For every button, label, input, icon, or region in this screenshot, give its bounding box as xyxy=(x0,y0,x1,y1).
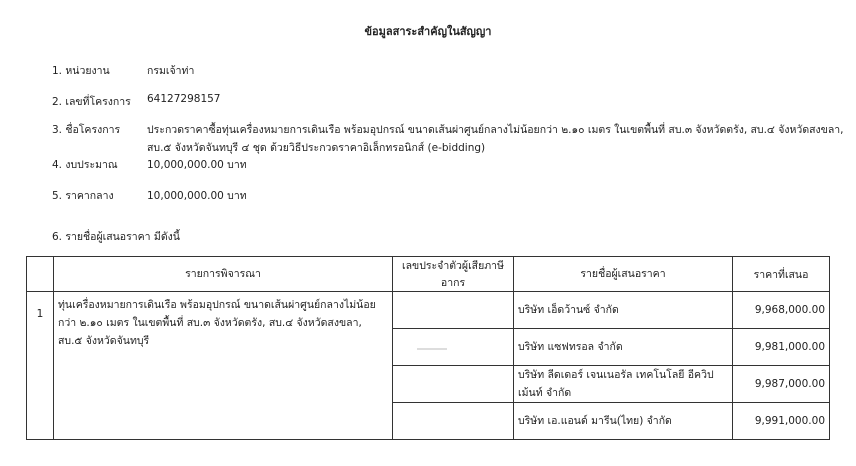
column-header-item: รายการพิจารณา xyxy=(54,257,393,292)
column-header-price: ราคาที่เสนอ xyxy=(733,257,830,292)
field-value: ประกวดราคาซื้อทุ่นเครื่องหมายการเดินเรือ พร้อมอุปกรณ์ ขนาดเส้นผ่าศูนย์กลางไม่น้อยกว่า ๒.๑๐ เมตร ในเขตพื้นที่ สบ.๓ จังหวัดตรัง, สบ.๔ จังหวัดสงขลา, สบ.๕ จังหวัดจันทบุรี ๔ ชุด ด้วยวิธีประกวดราคาอิเล็กทรอนิกส์ (e-bidding) xyxy=(147,124,844,154)
item-description: ทุ่นเครื่องหมายการเดินเรือ พร้อมอุปกรณ์ ขนาดเส้นผ่าศูนย์กลางไม่น้อยกว่า ๒.๑๐ เมตร ในเขตพื้นที่ สบ.๓ จังหวัดตรัง, สบ.๔ จังหวัดสงขลา, สบ.๕ จังหวัดจันทบุรี xyxy=(54,292,393,440)
column-header-bidder: รายชื่อผู้เสนอราคา xyxy=(514,257,733,292)
field-label: 2. เลขที่โครงการ xyxy=(52,96,131,108)
field-label: 3. ชื่อโครงการ xyxy=(52,124,121,136)
field-value: กรมเจ้าท่า xyxy=(147,65,195,77)
tax-id-cell xyxy=(393,403,514,440)
bidders-heading: 6. รายชื่อผู้เสนอราคา มีดังนี้ xyxy=(52,231,180,243)
column-header-no xyxy=(27,257,54,292)
item-number: 1 xyxy=(27,292,54,440)
field-label: 1. หน่วยงาน xyxy=(52,65,110,77)
column-header-tax-id: เลขประจำตัวผู้เสียภาษีอากร xyxy=(393,257,514,292)
table-row xyxy=(27,292,830,329)
bidder-name: บริษัท เอ็ดว้านซ์ จำกัด xyxy=(514,292,733,329)
tax-id-cell xyxy=(393,329,514,366)
table-header-row xyxy=(27,257,830,292)
redaction-mark xyxy=(417,348,447,350)
field-value: 10,000,000.00 บาท xyxy=(147,159,247,171)
page-title: ข้อมูลสาระสำคัญในสัญญา xyxy=(364,25,492,38)
field-label: 5. ราคากลาง xyxy=(52,190,114,202)
bidders-table xyxy=(26,256,830,440)
bid-price: 9,968,000.00 xyxy=(733,292,830,329)
bid-price: 9,981,000.00 xyxy=(733,329,830,366)
field-value: 10,000,000.00 บาท xyxy=(147,190,247,202)
bidder-name: บริษัท แซฟทรอล จำกัด xyxy=(514,329,733,366)
bidder-name: บริษัท เอ.แอนด์ มารีน(ไทย) จำกัด xyxy=(514,403,733,440)
field-value: 64127298157 xyxy=(147,93,221,105)
bidder-name: บริษัท ลีดเดอร์ เจนเนอรัล เทคโนโลยี อีควิปเม้นท์ จำกัด xyxy=(514,366,733,403)
bid-price: 9,987,000.00 xyxy=(733,366,830,403)
field-label: 4. งบประมาณ xyxy=(52,159,118,171)
tax-id-cell xyxy=(393,292,514,329)
tax-id-cell xyxy=(393,366,514,403)
bid-price: 9,991,000.00 xyxy=(733,403,830,440)
